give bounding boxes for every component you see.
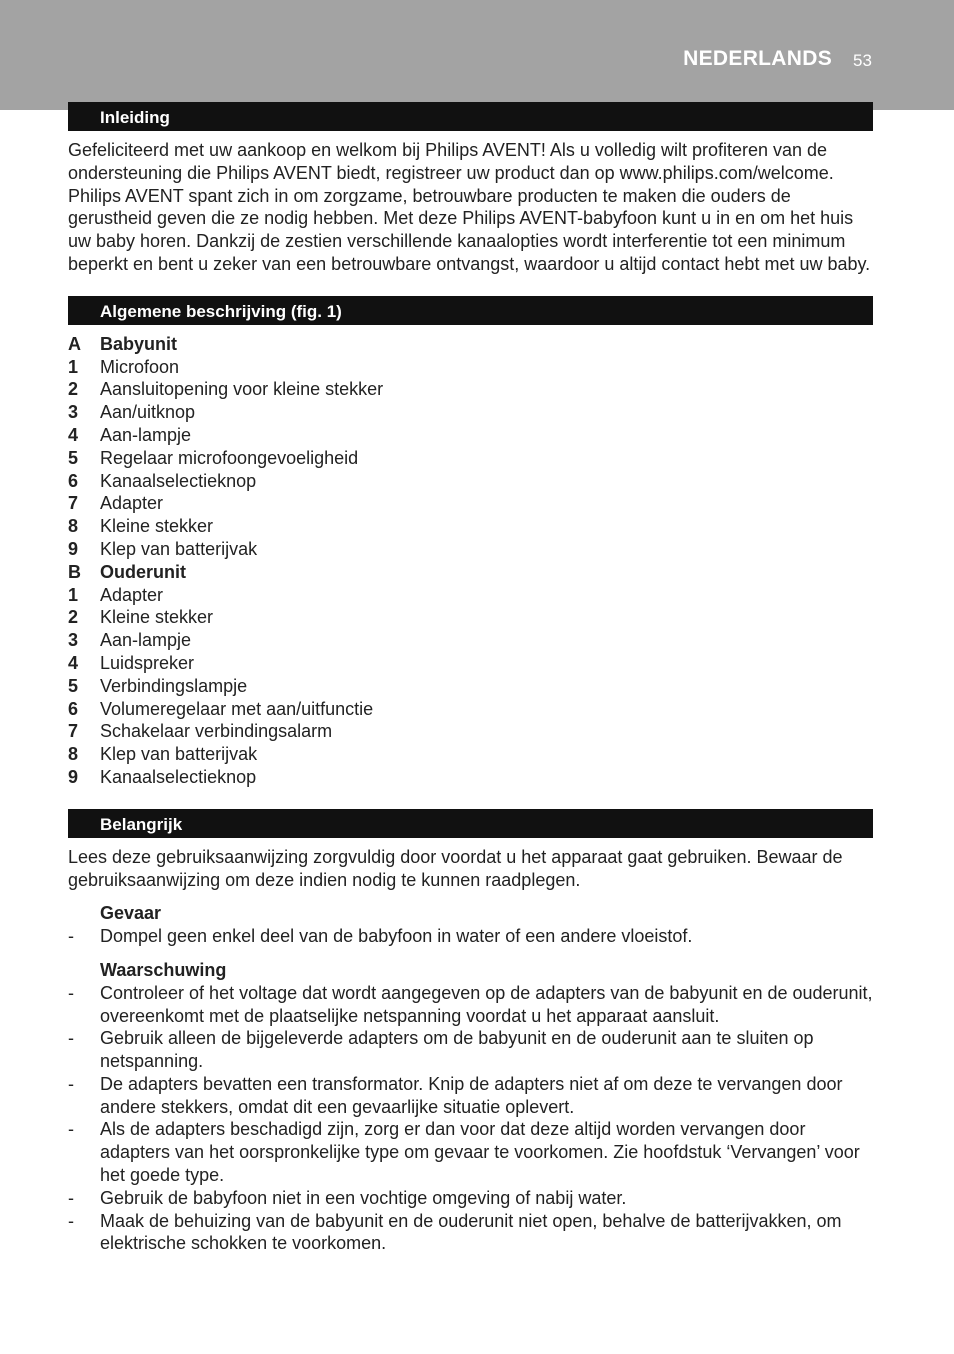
list-item-number: A — [68, 333, 81, 354]
list-item-number: 1 — [68, 584, 79, 605]
bullet-item — [68, 1187, 873, 1210]
list-item-text: Volumeregelaar met aan/uitfunctie — [100, 698, 374, 719]
list-item — [68, 470, 873, 493]
list-item-number: 6 — [68, 470, 79, 491]
bullet-dash: - — [68, 1187, 74, 1208]
list-item — [68, 424, 873, 447]
bullet-text: De adapters bevatten een transformator. Knip de adapters niet af om deze te vervangen door andere stekkers, omdat dit een gevaarlijke situatie oplevert. — [100, 1073, 843, 1117]
list-item — [68, 720, 873, 743]
list-item — [68, 492, 873, 515]
section-title-inleiding: Inleiding — [68, 102, 873, 131]
bullet-text: Gebruik alleen de bijgeleverde adapters om de babyunit en de ouderunit aan te sluiten op netspanning. — [100, 1028, 814, 1072]
description-list — [68, 333, 873, 789]
list-item — [68, 447, 873, 470]
list-item-text: Klep van batterijvak — [100, 744, 258, 765]
bullet-text: Dompel geen enkel deel van de babyfoon in water of een andere vloeistof. — [100, 926, 693, 947]
bullet-dash: - — [68, 1210, 74, 1231]
list-item — [68, 401, 873, 424]
list-group-heading — [68, 333, 873, 356]
list-item-text: Kanaalselectieknop — [100, 470, 257, 491]
list-item — [68, 629, 873, 652]
list-item-number: 3 — [68, 402, 79, 423]
list-item-number: 4 — [68, 652, 79, 673]
header-language: NEDERLANDS — [683, 47, 832, 70]
bullet-dash: - — [68, 926, 74, 947]
list-item-number: 9 — [68, 538, 79, 559]
bullet-dash: - — [68, 1028, 74, 1049]
list-item-text: Aansluitopening voor kleine stekker — [100, 379, 384, 400]
bullet-item — [68, 1073, 873, 1119]
list-item-number: 1 — [68, 356, 79, 377]
list-item-text: Klep van batterijvak — [100, 538, 258, 559]
list-item-text: Kanaalselectieknop — [100, 766, 257, 787]
list-item-number: 7 — [68, 493, 79, 514]
bullet-dash: - — [68, 1119, 74, 1140]
list-item — [68, 538, 873, 561]
bullet-item — [68, 925, 873, 948]
list-item-number: 2 — [68, 379, 79, 400]
waarschuwing-list — [68, 982, 873, 1256]
section-title-belangrijk: Belangrijk — [68, 809, 873, 838]
bullet-text: Als de adapters beschadigd zijn, zorg er dan voor dat deze altijd worden vervangen door adapters van het oorspronkelijke type om gevaar te voorkomen. Zie hoofdstuk ‘Vervangen’ voor het goede type. — [100, 1119, 860, 1186]
bullet-item — [68, 1027, 873, 1073]
important-paragraph: Lees deze gebruiksaanwijzing zorgvuldig door voordat u het apparaat gaat gebruiken. Bewaar de gebruiksaanwijzing om deze indien nodig te kunnen raadplegen. — [68, 846, 843, 890]
waarschuwing-heading: Waarschuwing — [100, 959, 227, 980]
list-item-number: 4 — [68, 424, 79, 445]
list-item — [68, 675, 873, 698]
page-number: 53 — [853, 51, 872, 70]
list-item — [68, 743, 873, 766]
bullet-text: Maak de behuizing van de babyunit en de ouderunit niet open, behalve de batterijvakken, om elektrische schokken te voorkomen. — [100, 1210, 842, 1254]
gevaar-heading: Gevaar — [100, 903, 162, 924]
list-item — [68, 652, 873, 675]
list-item — [68, 606, 873, 629]
list-item-text: Kleine stekker — [100, 607, 214, 628]
bullet-dash: - — [68, 1073, 74, 1094]
list-item — [68, 698, 873, 721]
list-item-text: Adapter — [100, 584, 164, 605]
list-item — [68, 766, 873, 789]
list-item-number: 7 — [68, 721, 79, 742]
bullet-dash: - — [68, 982, 74, 1003]
list-item-text: Ouderunit — [100, 561, 186, 582]
list-item — [68, 584, 873, 607]
list-item-text: Kleine stekker — [100, 516, 214, 537]
list-item-number: 3 — [68, 630, 79, 651]
list-item-number: 2 — [68, 607, 79, 628]
list-item-text: Verbindingslampje — [100, 675, 248, 696]
bullet-item — [68, 1210, 873, 1256]
bullet-item — [68, 1118, 873, 1186]
list-item-text: Aan-lampje — [100, 424, 192, 445]
list-item-text: Babyunit — [100, 333, 178, 354]
list-item — [68, 378, 873, 401]
list-item-number: B — [68, 561, 81, 582]
intro-paragraph: Gefeliciteerd met uw aankoop en welkom bij Philips AVENT! Als u volledig wilt profiteren van de ondersteuning die Philips AVENT biedt, registreer uw product dan op www.philips.com/welcome. Philips AVENT spant zich in om zorgzame, betrouwbare producten te maken die ouders de gerustheid geven die ze nodig hebben. Met deze Philips AVENT-babyfoon kunt u in en om het huis uw baby horen. Dankzij de zestien verschillende kanaalopties wordt interferentie tot een minimum beperkt en bent u zeker van een betrouwbare ontvangst, waardoor u altijd contact hebt met uw baby. — [68, 140, 871, 274]
list-item-text: Adapter — [100, 493, 164, 514]
list-item-text: Microfoon — [100, 356, 180, 377]
section-title-beschrijving: Algemene beschrijving (fig. 1) — [68, 296, 873, 325]
page-content — [68, 102, 873, 1255]
list-item-number: 6 — [68, 698, 79, 719]
list-item-number: 5 — [68, 675, 79, 696]
bullet-text: Gebruik de babyfoon niet in een vochtige omgeving of nabij water. — [100, 1187, 627, 1208]
list-item-number: 5 — [68, 447, 79, 468]
bullet-item — [68, 982, 873, 1028]
list-item-text: Regelaar microfoongevoeligheid — [100, 447, 359, 468]
list-item — [68, 356, 873, 379]
list-item-text: Aan-lampje — [100, 630, 192, 651]
list-item-text: Luidspreker — [100, 652, 195, 673]
list-item-number: 8 — [68, 516, 79, 537]
list-item-number: 9 — [68, 766, 79, 787]
list-item — [68, 515, 873, 538]
list-item-number: 8 — [68, 744, 79, 765]
gevaar-list — [68, 925, 873, 948]
list-item-text: Aan/uitknop — [100, 402, 196, 423]
list-group-heading — [68, 561, 873, 584]
bullet-text: Controleer of het voltage dat wordt aangegeven op de adapters van de babyunit en de ouderunit, overeenkomt met de plaatselijke netspanning voordat u het apparaat aansluit. — [100, 982, 873, 1026]
list-item-text: Schakelaar verbindingsalarm — [100, 721, 333, 742]
